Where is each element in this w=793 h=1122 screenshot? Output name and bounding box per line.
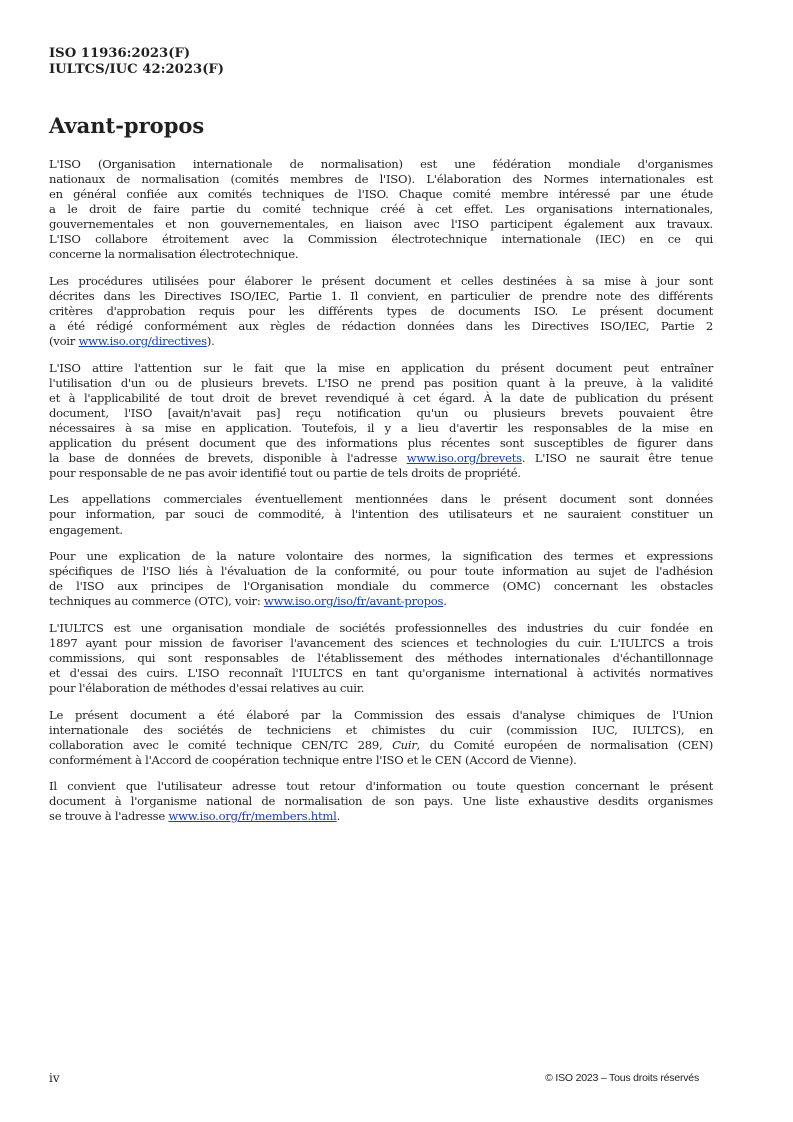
text-line: gouvernementales et non gouvernementales, en liaison avec l'ISO participent également aux travaux. <box>49 217 713 232</box>
text-line <box>49 451 713 466</box>
text-line: critères d'approbation requis pour les différents types de documents ISO. Le présent document <box>49 303 713 318</box>
directives-link[interactable]: www.iso.org/directives <box>78 334 207 349</box>
text-line: commissions, qui sont responsables de l'établissement des méthodes internationales d'échantillonnage <box>49 650 713 665</box>
text-line: pour responsable de ne pas avoir identifié tout ou partie de tels droits de propriété. <box>49 465 521 480</box>
text-line: document, l'ISO [avait/n'avait pas] reçu notification qu'un ou plusieurs brevets pouvaient être <box>49 405 713 420</box>
text-line: engagement. <box>49 522 123 537</box>
text-line: L'ISO attire l'attention sur le fait que la mise en application du présent document peut entraîner <box>49 360 713 375</box>
text-line: pour information, par souci de commodité, à l'intention des utilisateurs et ne sauraient constituer un <box>49 507 713 522</box>
paragraph-iultcs <box>49 621 713 696</box>
brevets-link[interactable]: www.iso.org/brevets <box>406 450 522 465</box>
text-line: document à l'organisme national de normalisation de son pays. Une liste exhaustive desdits organismes <box>49 794 713 809</box>
text-fragment: techniques au commerce (OTC), voir: <box>49 594 264 609</box>
paragraph-voluntary-nature <box>49 549 713 609</box>
members-link[interactable]: www.iso.org/fr/members.html <box>168 809 337 824</box>
text-line: conformément à l'Accord de coopération technique entre l'ISO et le CEN (Accord de Vienne). <box>49 752 577 767</box>
text-line: concerne la normalisation électrotechnique. <box>49 247 299 262</box>
copyright-notice: © ISO 2023 – Tous droits réservés <box>545 1072 699 1084</box>
text-line: a le droit de faire partie du comité technique créé à cet effet. Les organisations internationales, <box>49 202 713 217</box>
foreword-body <box>49 157 713 836</box>
document-reference <box>49 46 224 78</box>
text-line: spécifiques de l'ISO liés à l'évaluation de la conformité, ou pour toute information au sujet de l'adhésion <box>49 564 713 579</box>
committee-title: Cuir <box>392 737 417 752</box>
text-line: internationale des sociétés de techniciens et chimistes du cuir (commission IUC, IULTCS), en <box>49 722 713 737</box>
text-line: en général confiée aux comités techniques de l'ISO. Chaque comité membre intéressé par une étude <box>49 187 713 202</box>
page-number: iv <box>49 1071 60 1085</box>
text-line: L'IULTCS est une organisation mondiale de sociétés professionnelles des industries du cuir fondée en <box>49 620 713 635</box>
text-line: Les procédures utilisées pour élaborer le présent document et celles destinées à sa mise à jour sont <box>49 273 713 288</box>
text-line <box>49 809 713 824</box>
text-line <box>49 738 713 753</box>
text-fragment: la base de données de brevets, disponible à l'adresse <box>49 450 407 465</box>
text-fragment: . <box>336 809 341 824</box>
text-fragment: (voir <box>49 334 79 349</box>
text-line: Les appellations commerciales éventuellement mentionnées dans le présent document sont données <box>49 492 713 507</box>
iso-reference: ISO 11936:2023(F) <box>49 46 191 61</box>
text-line: Le présent document a été élaboré par la Commission des essais d'analyse chimiques de l'Union <box>49 707 713 722</box>
text-fragment: collaboration avec le comité technique CEN/TC 289, <box>49 737 393 752</box>
paragraph-prepared-by <box>49 708 713 768</box>
page-title: Avant-propos <box>49 113 205 138</box>
text-fragment: , du Comité européen de normalisation (CEN) <box>416 737 713 752</box>
text-line: Il convient que l'utilisateur adresse tout retour d'information ou toute question concernant le présent <box>49 779 713 794</box>
paragraph-trade-names <box>49 492 713 537</box>
text-line: L'ISO (Organisation internationale de normalisation) est une fédération mondiale d'organismes <box>49 157 713 171</box>
iultcs-reference: IULTCS/IUC 42:2023(F) <box>49 62 225 77</box>
text-line: nationaux de normalisation (comités membres de l'ISO). L'élaboration des Normes internationales est <box>49 172 713 187</box>
text-line: pour l'élaboration de méthodes d'essai relatives au cuir. <box>49 680 365 695</box>
text-line: a été rédigé conformément aux règles de rédaction données dans les Directives ISO/IEC, Partie 2 <box>49 318 713 333</box>
text-line: et d'essai des cuirs. L'ISO reconnaît l'IULTCS en tant qu'organisme international à activités normatives <box>49 665 713 680</box>
text-line: L'ISO collabore étroitement avec la Commission électrotechnique internationale (IEC) en ce qui <box>49 232 713 247</box>
text-line: de l'ISO aux principes de l'Organisation mondiale du commerce (OMC) concernant les obstacles <box>49 579 713 594</box>
text-fragment: ). <box>206 334 215 349</box>
text-fragment: . <box>443 594 447 609</box>
text-line: l'utilisation d'un ou de plusieurs brevets. L'ISO ne prend pas position quant à la preuve, à la validité <box>49 375 713 390</box>
text-fragment: . L'ISO ne saurait être tenue <box>521 450 713 465</box>
avant-propos-link[interactable]: www.iso.org/iso/fr/avant-propos <box>263 594 444 609</box>
paragraph-patents <box>49 361 713 481</box>
text-line: application du présent document que des informations plus récentes sont susceptibles de figurer dans <box>49 435 713 450</box>
text-line: Pour une explication de la nature volontaire des normes, la signification des termes et expressions <box>49 549 713 564</box>
text-line: nécessaires à sa mise en application. Toutefois, il y a lieu d'avertir les responsables de la mise en <box>49 420 713 435</box>
text-line: décrites dans les Directives ISO/IEC, Partie 1. Il convient, en particulier de prendre note des différents <box>49 288 713 303</box>
text-line <box>49 594 713 609</box>
paragraph-feedback <box>49 779 713 824</box>
paragraph-procedures <box>49 274 713 349</box>
text-line: et à l'applicabilité de tout droit de brevet revendiqué à cet égard. À la date de publication du présent <box>49 390 713 405</box>
text-line <box>49 334 713 349</box>
paragraph-iso-intro <box>49 157 713 262</box>
text-line: 1897 ayant pour mission de favoriser l'avancement des sciences et technologies du cuir. L'IULTCS a trois <box>49 635 713 650</box>
text-fragment: se trouve à l'adresse <box>49 809 169 824</box>
